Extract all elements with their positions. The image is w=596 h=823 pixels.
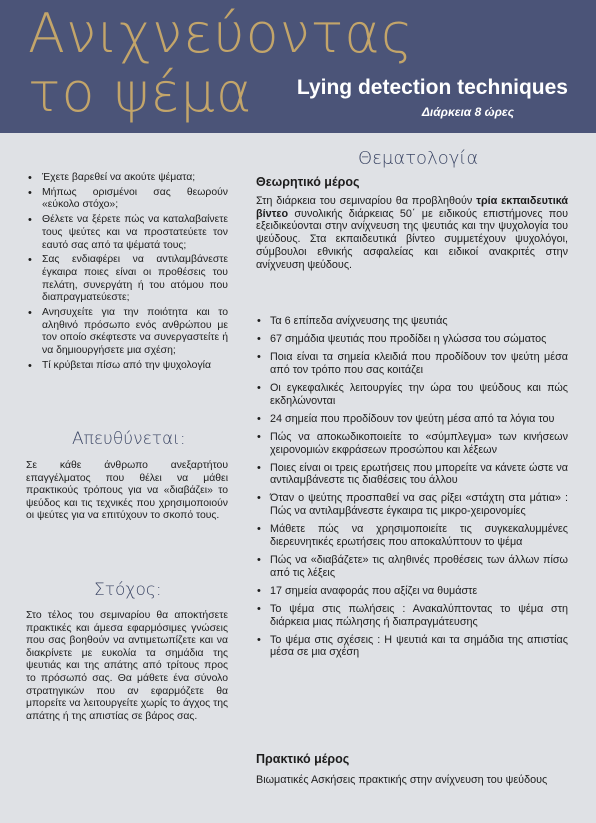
title-line-1: Ανιχνεύοντας [28, 2, 414, 65]
theory-text-part: Στη διάρκεια του σεμιναρίου θα προβληθούν [256, 195, 477, 207]
list-item: • Τί κρύβεται πίσω από την ψυχολογία [26, 360, 228, 373]
list-item: • Ανησυχείτε για την ποιότητα και το αληθινό πρόσωπο ενός ανθρώπου με τον οποίο σκέφτεστε να συνεργαστείτε ή να δημιουργήσετε μια σχέση; [26, 307, 228, 358]
list-item: • Το ψέμα στις πωλήσεις : Ανακαλύπτοντας το ψέμα στη διάρκεια μιας πώλησης ή διαπραγμάτευσης [256, 603, 568, 628]
list-item: • Μάθετε πώς να χρησιμοποιείτε τις συγκεκαλυμμένες διερευνητικές ερωτήσεις που αποκαλύπτουν το ψέμα [256, 523, 568, 548]
list-item: • Οι εγκεφαλικές λειτουργίες την ώρα του ψεύδους και πώς εκδηλώνονται [256, 382, 568, 407]
title-line-2: το ψέμα [28, 61, 253, 124]
subtitle: Lying detection techniques [296, 76, 568, 99]
topics-heading: Θεματολογία [358, 148, 479, 169]
theory-text [256, 195, 568, 271]
list-item: • Σας ενδιαφέρει να αντιλαμβάνεστε έγκαιρα ποιες είναι οι προθέσεις του πελάτη, συνεργάτη ή του ατόμου που διαπραγματεύεστε; [26, 254, 228, 305]
theory-text-bold: τρία εκπαιδευτικά βίντεο [256, 195, 568, 220]
theory-text-part: συνολικής διάρκειας 50΄ με ειδικούς επιστήμονες που εξειδικεύονται στην ανίχνευση της ψευτιάς και την ψυχολογία του ψεύδους. Στα εκπαιδευτικά βίντεο συμμετέχουν ψυχολόγοι, σύμβουλοι εθνικής ασφαλείας και ειδικοί ανακριτές στην ανίχνευση ψεύδους. [256, 207, 568, 271]
theory-heading: Θεωρητικό μέρος [256, 175, 360, 189]
list-item: • Το ψέμα στις σχέσεις : Η ψευτιά και τα σημάδια της απιστίας μέσα σε μια σχέση [256, 634, 568, 659]
questions-list [26, 172, 228, 373]
questions-list-container [26, 172, 228, 375]
audience-heading: Απευθύνεται: [72, 429, 186, 449]
list-item: • Ποια είναι τα σημεία κλειδιά που προδίδουν τον ψεύτη μέσα από τον τρόπο που σας κοιτάζει [256, 351, 568, 376]
list-item: • Μήπως ορισμένοι σας θεωρούν «εύκολο στόχο»; [26, 187, 228, 212]
list-item: • Πώς να αποκωδικοποιείτε το «σύμπλεγμα» των κινήσεων χειρονομιών εκφράσεων προσώπου και λέξεων [256, 431, 568, 456]
list-item: • Όταν ο ψεύτης προσπαθεί να σας ρίξει «στάχτη στα μάτια» : Πώς να αντιλαμβάνεστε έγκαιρα τις μικρο-χειρονομίες [256, 492, 568, 517]
list-item: • Πώς να «διαβάζετε» τις αληθινές προθέσεις των άλλων πίσω από τις λέξεις [256, 554, 568, 579]
list-item: • Έχετε βαρεθεί να ακούτε ψέματα; [26, 172, 228, 185]
goal-heading: Στόχος: [94, 580, 162, 600]
goal-text: Στο τέλος του σεμιναρίου θα αποκτήσετε πρακτικές και άμεσα εφαρμόσιμες γνώσεις που σας βοηθούν να αντιμετωπίζετε και να διακρίνετε με ευκολία τα σημάδια της ψευτιάς και της απάτης από τρίτους προς το πρόσωπό σας. Θα μάθετε ένα σύνολο στρατηγικών που αν εφαρμόζετε θα μπορείτε να λειτουργείτε χωρίς το άγχος της απάτης ή της απιστίας σε βάρος σας. [26, 610, 228, 722]
header-banner [0, 0, 596, 133]
audience-text: Σε κάθε άνθρωπο ανεξαρτήτου επαγγέλματος που θέλει να μάθει πρακτικούς τρόπους για να «διαβάζει» το ψεύδος και τις τεχνικές που χρησιμοποιούν οι ψεύτες για να επιτύχουν το σκοπό τους. [26, 460, 228, 522]
list-item: • Θέλετε να ξέρετε πώς να καταλαβαίνετε τους ψεύτες και να προστατεύετε τον εαυτό σας από τα ψέματά τους; [26, 214, 228, 252]
list-item: • 67 σημάδια ψευτιάς που προδίδει η γλώσσα του σώματος [256, 333, 568, 346]
practice-heading: Πρακτικό μέρος [256, 752, 350, 766]
list-item: • Ποιες είναι οι τρεις ερωτήσεις που μπορείτε να κάνετε ώστε να αντιλαμβάνεστε τις διαθέσεις του άλλου [256, 462, 568, 487]
duration: Διάρκεια 8 ώρες [421, 105, 514, 119]
list-item: • 24 σημεία που προδίδουν τον ψεύτη μέσα από τα λόγια του [256, 413, 568, 426]
list-item: • 17 σημεία αναφοράς που αξίζει να θυμάστε [256, 585, 568, 598]
topics-list [256, 315, 568, 665]
practice-text: Βιωματικές Ασκήσεις πρακτικής στην ανίχνευση του ψεύδους [256, 774, 548, 786]
list-item: • Τα 6 επίπεδα ανίχνευσης της ψευτιάς [256, 315, 568, 328]
